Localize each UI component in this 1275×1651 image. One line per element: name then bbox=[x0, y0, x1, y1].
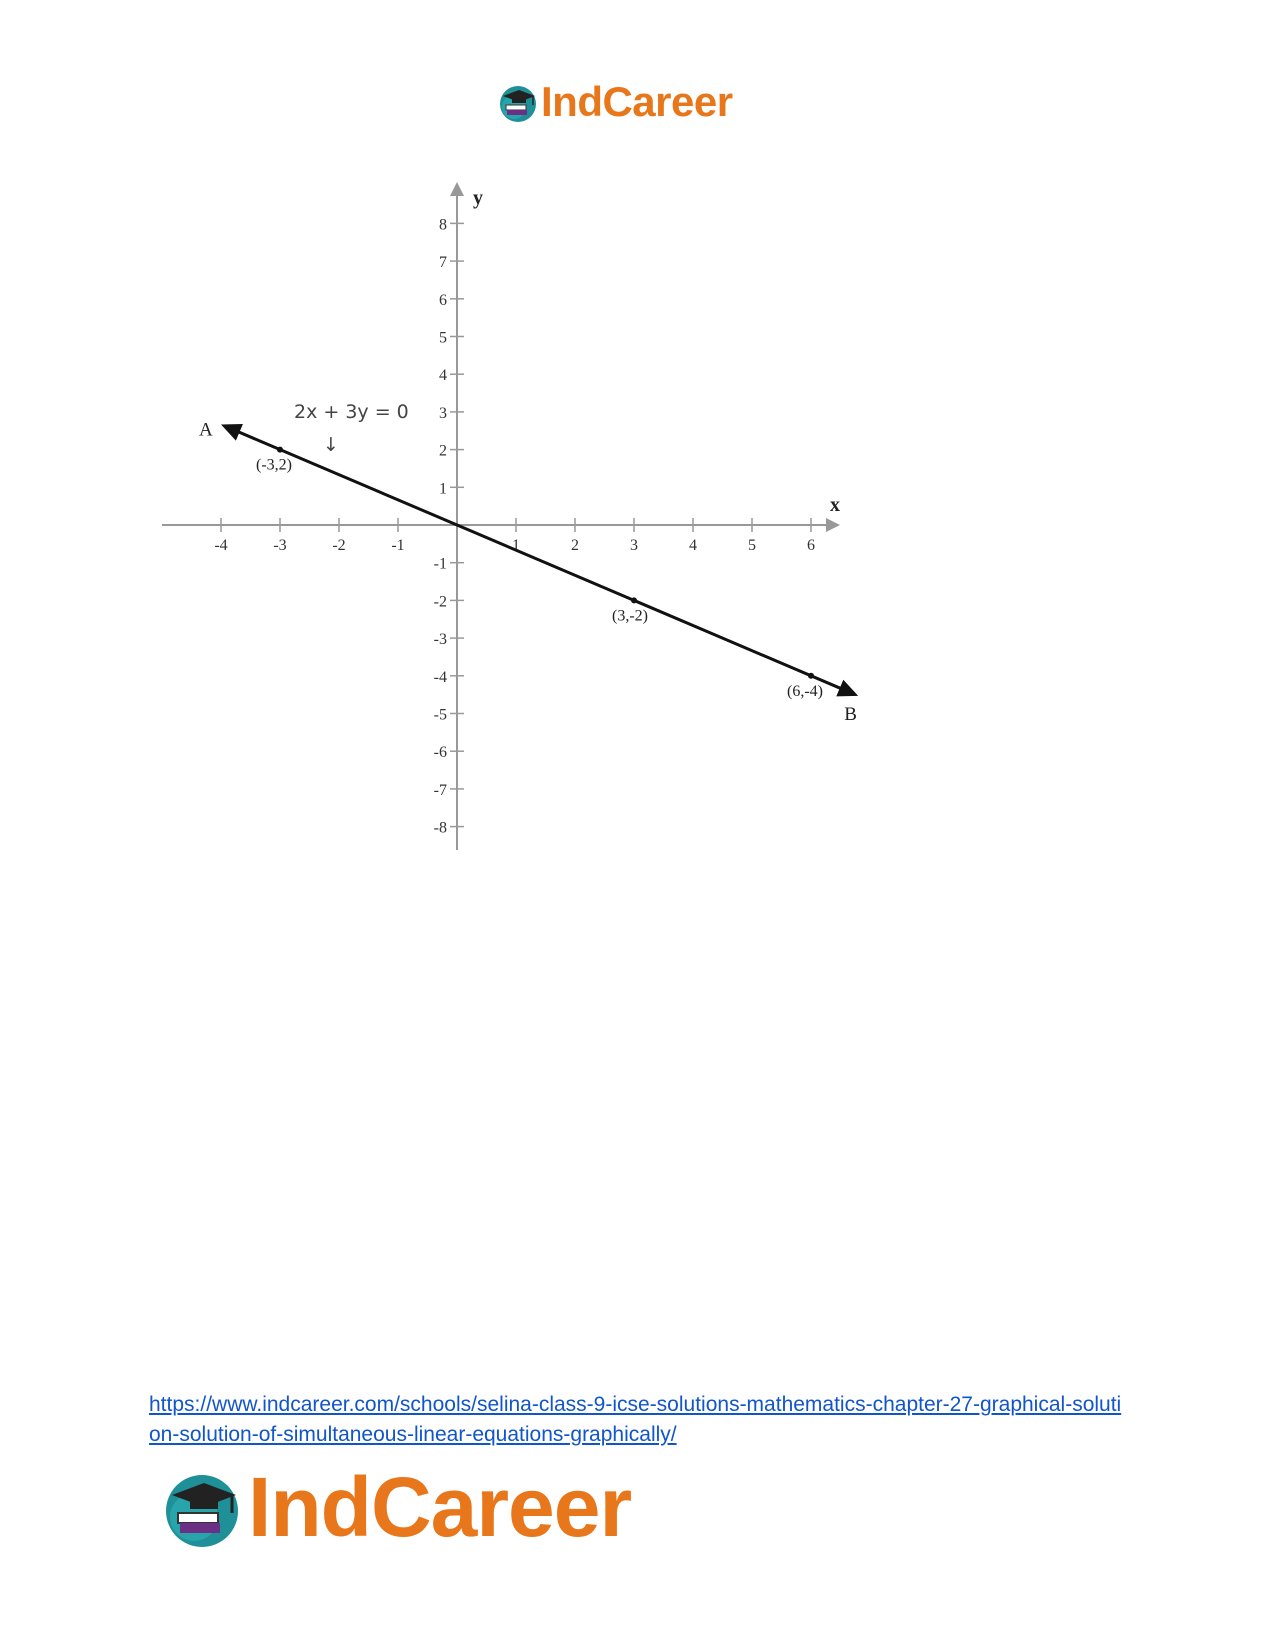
data-point bbox=[631, 597, 637, 603]
x-tick-label: -1 bbox=[391, 537, 405, 554]
x-tick-label: 5 bbox=[748, 537, 756, 554]
y-tick-label: -3 bbox=[433, 631, 447, 649]
y-tick-label: -6 bbox=[433, 744, 447, 762]
line-2x-3y-0 bbox=[232, 429, 847, 691]
x-tick-label: -4 bbox=[214, 537, 228, 554]
graduation-cap-icon bbox=[497, 81, 539, 123]
point-label: (3,-2) bbox=[612, 607, 648, 625]
x-tick-label: 3 bbox=[630, 537, 638, 554]
x-tick-label: 6 bbox=[807, 537, 815, 554]
y-tick-label: 3 bbox=[439, 404, 447, 422]
x-tick-label: 2 bbox=[571, 537, 579, 554]
header-logo bbox=[497, 78, 733, 126]
y-tick-label: -4 bbox=[433, 668, 447, 686]
data-point bbox=[808, 673, 814, 679]
line-graph bbox=[140, 180, 900, 880]
x-tick-label: 1 bbox=[512, 537, 520, 554]
end-label-b: B bbox=[844, 703, 857, 725]
data-point bbox=[277, 447, 283, 453]
y-tick-label: 7 bbox=[439, 254, 447, 272]
y-tick-label: -2 bbox=[433, 593, 447, 611]
end-label-a: A bbox=[199, 419, 213, 441]
brand-name: IndCareer bbox=[248, 1460, 632, 1554]
y-tick-label: 4 bbox=[439, 367, 447, 385]
point-label: (-3,2) bbox=[256, 456, 292, 474]
x-axis-name: x bbox=[830, 494, 840, 516]
x-axis-arrow bbox=[826, 518, 840, 532]
footer-logo bbox=[160, 1462, 631, 1552]
equation-label: 2x + 3y = 0 bbox=[294, 401, 409, 423]
point-label: (6,-4) bbox=[787, 682, 823, 700]
brand-name: IndCareer bbox=[541, 78, 733, 125]
x-tick-label: -3 bbox=[273, 537, 287, 554]
graduation-cap-icon bbox=[160, 1465, 244, 1549]
y-tick-label: -7 bbox=[433, 781, 447, 799]
y-axis-name: y bbox=[473, 187, 483, 209]
y-tick-label: 8 bbox=[439, 216, 447, 234]
x-tick-label: -2 bbox=[332, 537, 346, 554]
y-tick-label: -8 bbox=[433, 819, 447, 837]
source-link[interactable]: https://www.indcareer.com/schools/selina-class-9-icse-solutions-mathematics-chapter-27-graphical-solution-solution-of-simultaneous-linear-equations-graphically/ bbox=[149, 1393, 1122, 1446]
equation-arrow: ↓ bbox=[323, 434, 339, 456]
y-tick-label: 6 bbox=[439, 291, 447, 309]
y-tick-label: -5 bbox=[433, 706, 447, 724]
y-axis-arrow bbox=[450, 182, 464, 196]
y-tick-label: -1 bbox=[433, 555, 447, 573]
x-tick-label: 4 bbox=[689, 537, 697, 554]
y-tick-label: 2 bbox=[439, 442, 447, 460]
y-tick-label: 1 bbox=[439, 480, 447, 498]
y-tick-label: 5 bbox=[439, 329, 447, 347]
